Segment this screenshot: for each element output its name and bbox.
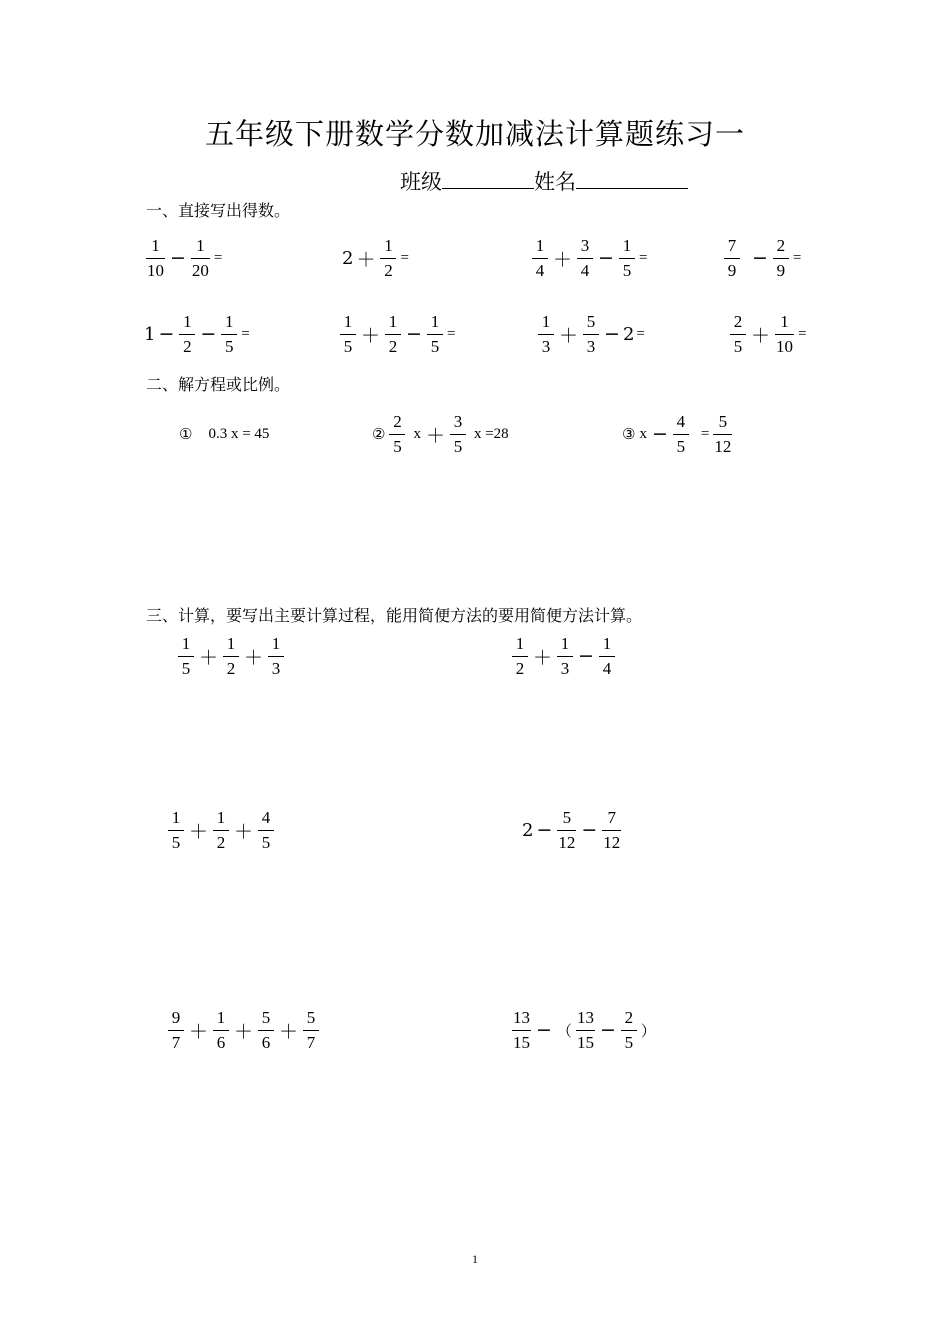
numerator: 5 [306, 1007, 316, 1027]
math-text: x [639, 425, 647, 442]
math-text: = [213, 249, 223, 266]
operator: − [200, 323, 217, 345]
math-text: ① [179, 426, 193, 443]
denominator: 7 [303, 1030, 319, 1053]
denominator: 5 [619, 258, 635, 281]
operator: ＋ [361, 324, 381, 347]
numerator: 4 [676, 411, 686, 431]
numerator: 1 [183, 311, 192, 331]
denominator: 7 [168, 1030, 184, 1053]
section2-heading: 二、解方程或比例。 [146, 375, 291, 394]
numerator: 1 [171, 807, 181, 827]
fraction [178, 634, 194, 679]
denominator: 12 [557, 830, 576, 853]
fraction [599, 634, 615, 679]
fraction [532, 236, 548, 281]
denominator: 2 [223, 656, 239, 679]
fraction [713, 412, 732, 457]
math-text: = [638, 249, 648, 266]
fraction [258, 1008, 274, 1053]
operator: − [651, 423, 668, 445]
numerator: 5 [261, 1007, 271, 1027]
numerator: 1 [384, 235, 393, 255]
numerator: 5 [586, 311, 596, 331]
operator: − [598, 247, 614, 269]
math-text: x [413, 425, 421, 442]
page-title: 五年级下册数学分数加减法计算题练习一 [204, 117, 745, 151]
math-text: ③ [622, 426, 636, 443]
problem-8 [728, 306, 808, 362]
numerator: 1 [181, 633, 191, 653]
numerator: 1 [430, 311, 440, 331]
denominator: 5 [621, 1030, 637, 1053]
denominator: 3 [557, 656, 573, 679]
numerator: 5 [718, 411, 728, 431]
math-text: ② [372, 426, 386, 443]
denominator: 5 [178, 656, 194, 679]
operator: ＋ [425, 424, 445, 447]
denominator: 9 [724, 258, 740, 281]
denominator: 15 [512, 1030, 531, 1053]
fraction [730, 312, 746, 357]
denominator: 9 [773, 258, 789, 281]
denominator: 10 [146, 258, 165, 281]
denominator: 12 [602, 830, 621, 853]
problem-3 [530, 230, 649, 286]
numerator: 1 [602, 633, 612, 653]
fraction [258, 808, 274, 853]
numerator: 1 [196, 235, 205, 255]
denominator: 2 [512, 656, 528, 679]
numerator: 2 [776, 235, 786, 255]
numerator: 1 [515, 633, 525, 653]
fraction [268, 634, 284, 679]
fraction [557, 634, 573, 679]
operator: ＋ [279, 1020, 299, 1043]
fraction [576, 1008, 595, 1053]
fraction [221, 312, 237, 357]
equation-3 [620, 406, 734, 462]
numerator: 1 [622, 235, 632, 255]
operator: − [752, 247, 768, 269]
math-text: = [636, 325, 645, 342]
fraction [213, 1008, 229, 1053]
operator: ＋ [244, 646, 264, 669]
fraction [583, 312, 599, 357]
numerator: 1 [560, 633, 570, 653]
fraction [146, 236, 165, 281]
operator: ＋ [199, 646, 219, 669]
class-name-line [400, 166, 688, 196]
page-number: 1 [472, 1252, 478, 1266]
fraction [223, 634, 239, 679]
numerator: 2 [624, 1007, 634, 1027]
numerator: 1 [535, 235, 545, 255]
fraction [168, 808, 184, 853]
math-text: = [792, 249, 802, 266]
problem-2: 2 ＋ $\frac{1}{2}$ = [342, 235, 409, 280]
denominator: 5 [258, 830, 274, 853]
fraction [340, 312, 356, 357]
denominator: 5 [427, 334, 443, 357]
calc-1 [176, 628, 286, 684]
numerator: 2 [733, 311, 743, 331]
math-text: （ [556, 1023, 572, 1040]
denominator: 5 [389, 434, 405, 457]
class-blank[interactable] [442, 168, 534, 189]
operator: ＋ [553, 248, 573, 271]
fraction [168, 1008, 184, 1053]
calc-3 [166, 802, 276, 858]
math-text: x =28 [473, 425, 509, 442]
denominator: 6 [258, 1030, 274, 1053]
numerator: 7 [607, 807, 617, 827]
fraction [577, 236, 593, 281]
fraction [191, 236, 210, 281]
calc-2 [510, 628, 617, 684]
denominator: 15 [576, 1030, 595, 1053]
operator: − [581, 819, 598, 841]
problem-4 [722, 230, 803, 286]
operator: ＋ [559, 324, 579, 347]
operator: − [604, 323, 620, 345]
fraction [512, 634, 528, 679]
name-label: 姓名 [534, 170, 576, 194]
fraction [621, 1008, 637, 1053]
operator: ＋ [751, 324, 771, 347]
denominator: 5 [730, 334, 746, 357]
numerator: 1 [226, 633, 236, 653]
problem-1 [144, 230, 224, 286]
operator: ＋ [356, 248, 376, 271]
math-text: = [798, 325, 807, 342]
operator: ＋ [234, 1020, 254, 1043]
problem-6 [338, 306, 457, 362]
numerator: 4 [261, 807, 271, 827]
operator: − [406, 323, 422, 345]
equation-2 [370, 406, 511, 462]
calc-4: 2 − $\frac{5}{12}$ − $\frac{7}{12}$ [522, 807, 621, 852]
numerator: 1 [216, 1007, 226, 1027]
operator: − [536, 1019, 552, 1041]
class-label: 班级 [400, 170, 442, 194]
numerator: 5 [562, 807, 572, 827]
fraction [602, 808, 621, 853]
equation-1 [177, 406, 271, 462]
fraction [619, 236, 635, 281]
denominator: 2 [179, 334, 195, 357]
numerator: 3 [453, 411, 463, 431]
denominator: 2 [213, 830, 229, 853]
numerator: 13 [576, 1007, 594, 1027]
numerator: 2 [393, 411, 402, 431]
denominator: 3 [583, 334, 599, 357]
numerator: 1 [271, 633, 281, 653]
operator: ＋ [189, 820, 209, 843]
denominator: 5 [340, 334, 356, 357]
operator: − [599, 1019, 616, 1041]
denominator: 5 [221, 334, 237, 357]
math-text: = [446, 325, 456, 342]
fraction [512, 1008, 531, 1053]
numerator: 7 [727, 235, 737, 255]
operator: − [578, 645, 594, 667]
name-blank[interactable] [576, 168, 688, 189]
section3-heading: 三、计算，要写出主要计算过程，能用简便方法的要用简便方法计算。 [146, 606, 643, 625]
fraction [450, 412, 466, 457]
numerator: 9 [171, 1007, 181, 1027]
denominator: 5 [450, 434, 466, 457]
numerator: 3 [580, 235, 590, 255]
math-text: = [700, 425, 710, 442]
fraction [724, 236, 740, 281]
numerator: 1 [216, 807, 226, 827]
numerator: 1 [151, 235, 160, 255]
fraction [775, 312, 794, 357]
operator: ＋ [234, 820, 254, 843]
denominator: 4 [599, 656, 615, 679]
operator: ＋ [533, 646, 553, 669]
fraction [427, 312, 443, 357]
math-text: = [400, 249, 409, 266]
fraction [380, 236, 396, 281]
numerator: 1 [225, 311, 234, 331]
denominator: 12 [713, 434, 732, 457]
fraction [213, 808, 229, 853]
math-text: 0.3 x = 45 [208, 425, 270, 442]
numerator: 1 [780, 311, 789, 331]
fraction [179, 312, 195, 357]
numerator: 1 [343, 311, 353, 331]
fraction [385, 312, 401, 357]
operator: − [536, 819, 553, 841]
fraction [557, 808, 576, 853]
fraction [773, 236, 789, 281]
denominator: 2 [380, 258, 396, 281]
math-text: ） [640, 1023, 656, 1040]
denominator: 4 [577, 258, 593, 281]
denominator: 6 [213, 1030, 229, 1053]
denominator: 4 [532, 258, 548, 281]
fraction [538, 312, 554, 357]
denominator: 3 [268, 656, 284, 679]
calc-6 [510, 1002, 658, 1058]
operator: − [170, 247, 186, 269]
numerator: 1 [388, 311, 398, 331]
numerator: 1 [541, 311, 551, 331]
denominator: 10 [775, 334, 794, 357]
denominator: 5 [168, 830, 184, 853]
denominator: 20 [191, 258, 210, 281]
denominator: 3 [538, 334, 554, 357]
fraction [303, 1008, 319, 1053]
operator: ＋ [189, 1020, 209, 1043]
calc-5 [166, 1002, 321, 1058]
fraction [673, 412, 689, 457]
denominator: 2 [385, 334, 401, 357]
fraction [389, 412, 405, 457]
problem-5: 1 − $\frac{1}{2}$ − $\frac{1}{5}$ = [144, 311, 250, 356]
operator: − [158, 323, 175, 345]
math-text: = [241, 325, 250, 342]
denominator: 5 [673, 434, 689, 457]
problem-7: $\frac{1}{3}$ ＋ $\frac{5}{3}$ − 2 = [536, 306, 647, 362]
section1-heading: 一、直接写出得数。 [146, 201, 291, 220]
numerator: 13 [513, 1007, 530, 1027]
